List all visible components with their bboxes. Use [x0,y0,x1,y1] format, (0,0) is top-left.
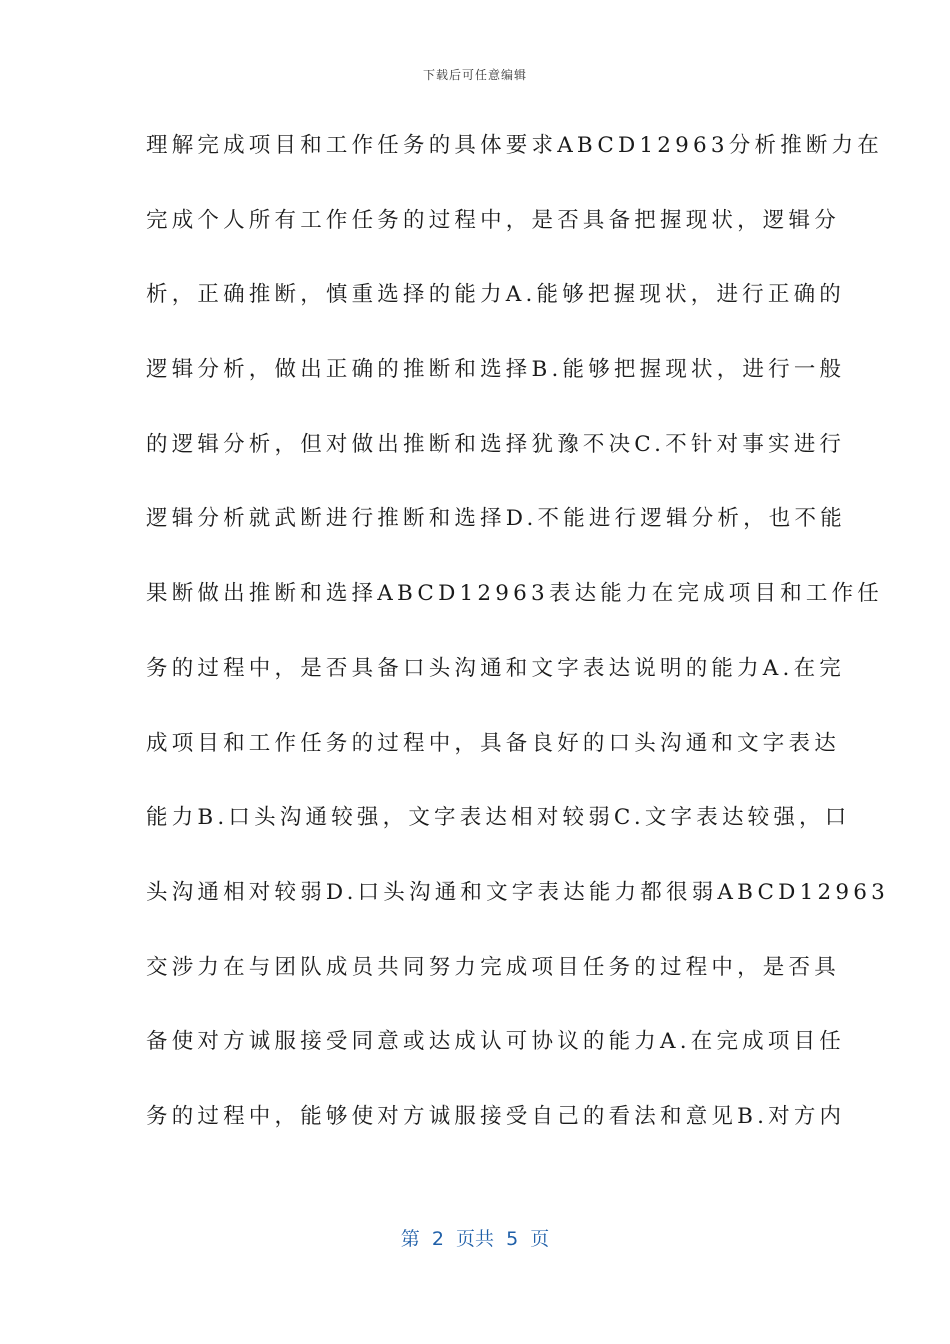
document-body [146,126,890,1172]
text-line: 务的过程中，能够使对方诚服接受自己的看法和意见B.对方内 [146,1103,846,1129]
page-number-footer: 第 2 页共 5 页 [400,1228,550,1250]
text-line: 逻辑分析，做出正确的推断和选择B.能够把握现状，进行一般 [146,357,846,383]
text-line: 成项目和工作任务的过程中，具备良好的口头沟通和文字表达 [146,730,840,756]
text-line: 理解完成项目和工作任务的具体要求ABCD12963分析推断力在 [146,133,884,158]
text-line: 的逻辑分析，但对做出推断和选择犹豫不决C.不针对事实进行 [146,431,846,457]
text-line: 能力B.口头沟通较强，文字表达相对较弱C.文字表达较强，口 [146,805,851,831]
page-header: 下载后可任意编辑 [422,68,527,82]
text-line: 果断做出推断和选择ABCD12963表达能力在完成项目和工作任 [146,581,884,607]
text-line: 逻辑分析就武断进行推断和选择D.不能进行逻辑分析，也不能 [146,506,846,532]
text-line: 务的过程中，是否具备口头沟通和文字表达说明的能力A.在完 [146,655,845,681]
text-line: 备使对方诚服接受同意或达成认可协议的能力A.在完成项目任 [146,1029,845,1055]
text-line: 头沟通相对较弱D.口头沟通和文字表达能力都很弱ABCD12963 [146,879,890,905]
text-line: 完成个人所有工作任务的过程中，是否具备把握现状，逻辑分 [146,207,840,233]
text-line: 交涉力在与团队成员共同努力完成项目任务的过程中，是否具 [146,954,840,980]
text-line: 析，正确推断，慎重选择的能力A.能够把握现状，进行正确的 [146,282,845,308]
